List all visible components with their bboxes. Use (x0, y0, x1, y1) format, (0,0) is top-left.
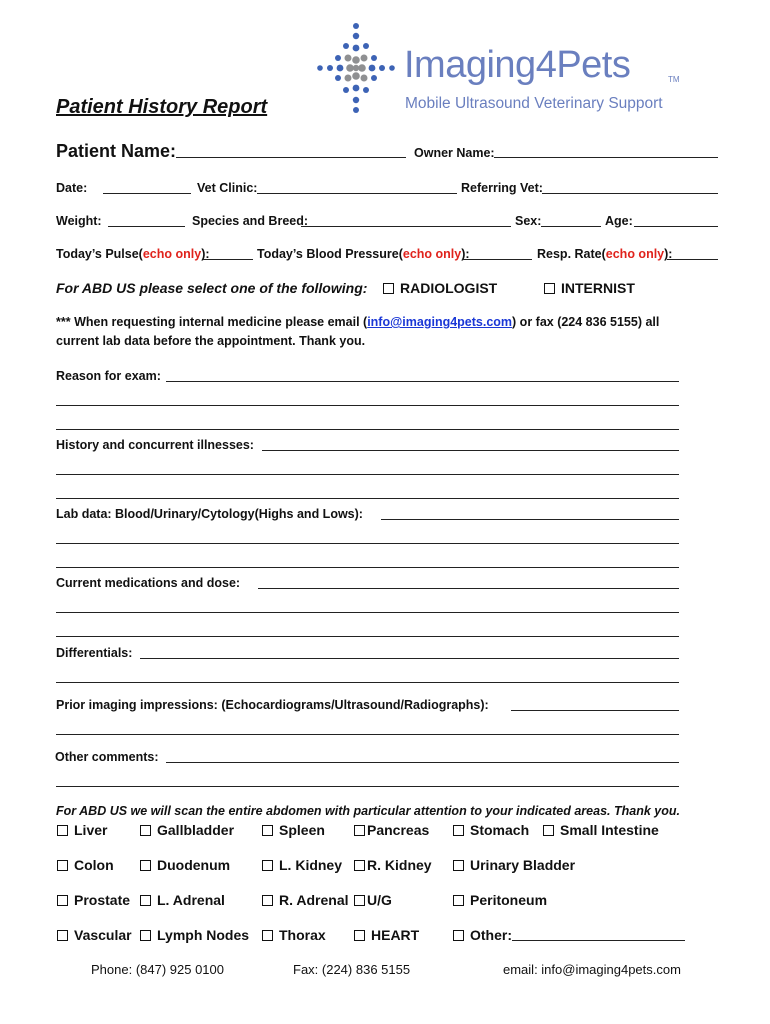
checkbox-icon[interactable] (453, 930, 464, 941)
medications-field[interactable] (258, 588, 679, 589)
blood-pressure-field[interactable] (462, 259, 532, 260)
differentials-field[interactable] (140, 658, 679, 659)
lab-data-note-line2: current lab data before the appointment. Thank you. (56, 334, 366, 348)
footer-phone: Phone: (847) 925 0100 (91, 962, 224, 977)
email-link[interactable]: info@imaging4pets.com (367, 315, 513, 329)
sex-field[interactable] (541, 226, 601, 227)
vet-clinic-label: Vet Clinic: (197, 181, 258, 195)
checkbox-icon[interactable] (354, 825, 365, 836)
organ-option[interactable]: R. Kidney (354, 857, 432, 873)
history-label: History and concurrent illnesses: (56, 438, 254, 452)
checkbox-icon[interactable] (544, 283, 555, 294)
age-label: Age: (605, 214, 633, 228)
checkbox-icon[interactable] (354, 860, 365, 871)
checkbox-icon[interactable] (354, 930, 365, 941)
checkbox-icon[interactable] (354, 895, 365, 906)
lab-field-line[interactable] (56, 543, 679, 544)
organ-option[interactable]: Peritoneum (453, 892, 547, 908)
species-breed-label: Species and Breed: (192, 214, 309, 228)
checkbox-icon[interactable] (383, 283, 394, 294)
checkbox-icon[interactable] (57, 825, 68, 836)
other-comments-label: Other comments: (55, 750, 159, 764)
organ-option[interactable]: Small Intestine (543, 822, 659, 838)
differentials-label: Differentials: (56, 646, 133, 660)
checkbox-icon[interactable] (262, 825, 273, 836)
checkbox-icon[interactable] (262, 895, 273, 906)
medications-field-line[interactable] (56, 636, 679, 637)
date-field[interactable] (103, 193, 191, 194)
echo-only-note: echo only (605, 247, 665, 261)
age-field[interactable] (634, 226, 718, 227)
resp-rate-label: Resp. Rate(echo only): (537, 247, 673, 261)
checkbox-icon[interactable] (57, 930, 68, 941)
lab-label: Lab data: Blood/Urinary/Cytology(Highs and Lows): (56, 507, 363, 521)
prior-imaging-field-line[interactable] (56, 734, 679, 735)
reason-field-line[interactable] (56, 405, 679, 406)
reason-field-line[interactable] (56, 429, 679, 430)
checkbox-icon[interactable] (453, 895, 464, 906)
checkbox-icon[interactable] (543, 825, 554, 836)
organ-option[interactable]: Prostate (57, 892, 130, 908)
organ-option[interactable]: L. Kidney (262, 857, 342, 873)
owner-name-label: Owner Name: (414, 146, 495, 160)
checkbox-icon[interactable] (262, 930, 273, 941)
reason-label: Reason for exam: (56, 369, 161, 383)
species-breed-field[interactable] (301, 226, 511, 227)
checkbox-icon[interactable] (140, 895, 151, 906)
patient-name-label: Patient Name: (56, 141, 177, 161)
organ-option[interactable]: Colon (57, 857, 114, 873)
checkbox-icon[interactable] (262, 860, 273, 871)
reason-field[interactable] (166, 381, 679, 382)
blood-pressure-label: Today’s Blood Pressure(echo only): (257, 247, 470, 261)
echo-only-note: echo only (142, 247, 202, 261)
organ-option[interactable]: Pancreas (354, 822, 429, 838)
lab-field[interactable] (381, 519, 679, 520)
prior-imaging-field[interactable] (511, 710, 679, 711)
organ-option[interactable]: Lymph Nodes (140, 927, 249, 943)
organ-option[interactable]: U/G (354, 892, 392, 908)
checkbox-icon[interactable] (57, 860, 68, 871)
owner-name-field[interactable] (494, 157, 718, 158)
medications-field-line[interactable] (56, 612, 679, 613)
organ-option[interactable]: Liver (57, 822, 107, 838)
organ-option[interactable]: Gallbladder (140, 822, 234, 838)
footer-email[interactable]: email: info@imaging4pets.com (503, 962, 681, 977)
organ-option[interactable]: Vascular (57, 927, 132, 943)
brand-tagline: Mobile Ultrasound Veterinary Support (405, 95, 663, 112)
weight-field[interactable] (108, 226, 185, 227)
history-field[interactable] (262, 450, 679, 451)
checkbox-icon[interactable] (57, 895, 68, 906)
referring-vet-label: Referring Vet: (461, 181, 543, 195)
weight-label: Weight: (56, 214, 102, 228)
checkbox-icon[interactable] (140, 860, 151, 871)
checkbox-icon[interactable] (140, 825, 151, 836)
other-comments-field[interactable] (166, 762, 679, 763)
organ-option[interactable]: Urinary Bladder (453, 857, 575, 873)
organ-option[interactable]: Spleen (262, 822, 325, 838)
abd-select-prompt: For ABD US please select one of the following: (56, 280, 368, 296)
lab-field-line[interactable] (56, 567, 679, 568)
differentials-field-line[interactable] (56, 682, 679, 683)
organ-option[interactable]: Thorax (262, 927, 326, 943)
pulse-label: Today’s Pulse(echo only): (56, 247, 210, 261)
referring-vet-field[interactable] (542, 193, 718, 194)
organ-option[interactable]: L. Adrenal (140, 892, 225, 908)
checkbox-icon[interactable] (453, 825, 464, 836)
dotted-cross-logo (316, 20, 396, 120)
radiologist-option[interactable]: RADIOLOGIST (383, 280, 497, 296)
patient-name-field[interactable] (176, 157, 406, 158)
trademark: TM (668, 75, 680, 84)
other-organ-field[interactable] (512, 940, 685, 941)
checkbox-icon[interactable] (140, 930, 151, 941)
echo-only-note: echo only (402, 247, 462, 261)
organ-option[interactable]: Stomach (453, 822, 529, 838)
vet-clinic-field[interactable] (257, 193, 457, 194)
checkbox-icon[interactable] (453, 860, 464, 871)
brand-name: Imaging4Pets (404, 44, 631, 86)
organ-option[interactable]: HEART (354, 927, 419, 943)
organ-option[interactable]: Other: (453, 927, 512, 943)
date-label: Date: (56, 181, 88, 195)
footer-fax: Fax: (224) 836 5155 (293, 962, 411, 977)
page-title: Patient History Report (56, 96, 268, 118)
history-field-line[interactable] (56, 498, 679, 499)
prior-imaging-label: Prior imaging impressions: (Echocardiograms/Ultrasound/Radiographs): (56, 698, 489, 712)
resp-rate-field[interactable] (667, 259, 718, 260)
scan-note: For ABD US we will scan the entire abdomen with particular attention to your indicated areas. Thank you. (56, 804, 680, 818)
organ-option[interactable]: R. Adrenal (262, 892, 349, 908)
organ-option[interactable]: Duodenum (140, 857, 230, 873)
medications-label: Current medications and dose: (56, 576, 241, 590)
lab-data-note: *** When requesting internal medicine please email (info@imaging4pets.com) or fax (224 836 5155) all (56, 315, 660, 329)
other-comments-field-line[interactable] (56, 786, 679, 787)
history-field-line[interactable] (56, 474, 679, 475)
internist-option[interactable]: INTERNIST (544, 280, 635, 296)
sex-label: Sex: (515, 214, 542, 228)
pulse-field[interactable] (203, 259, 253, 260)
